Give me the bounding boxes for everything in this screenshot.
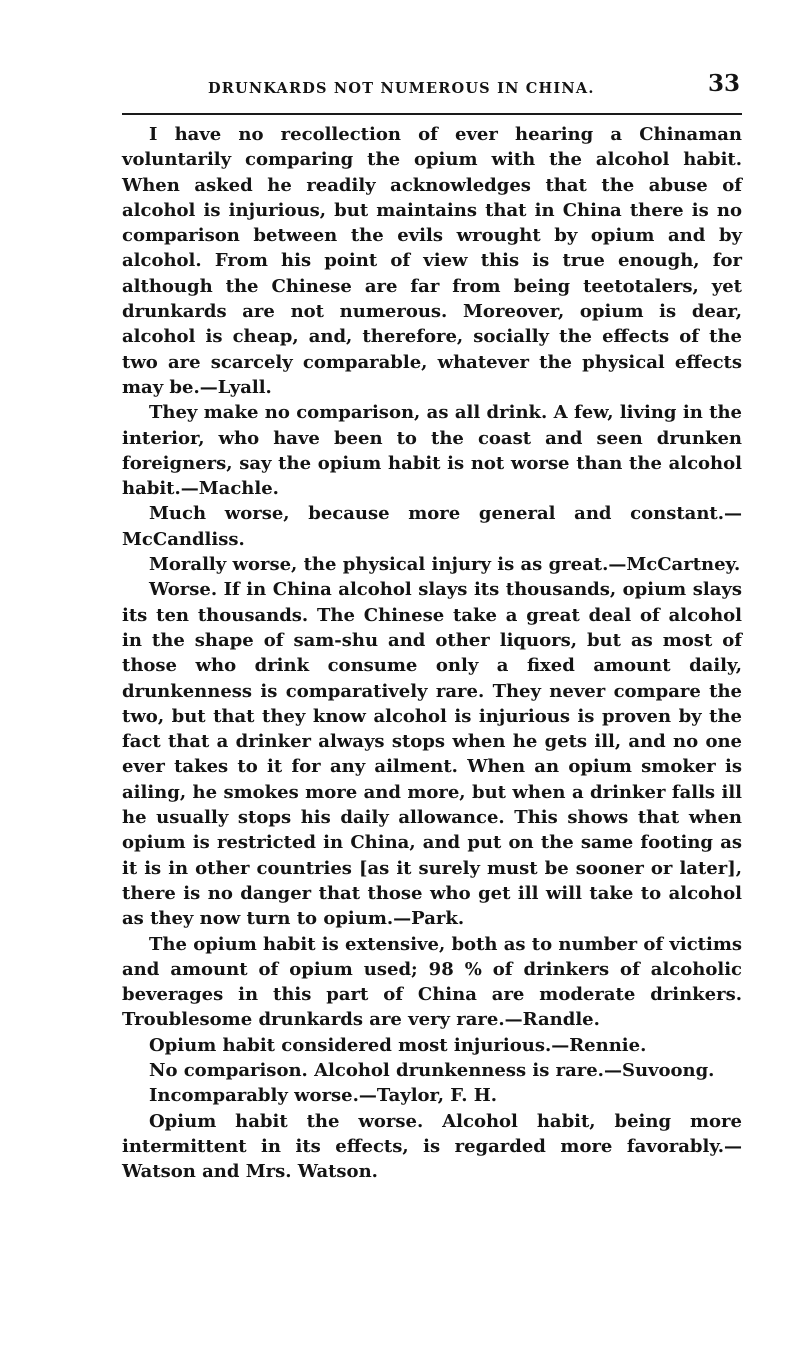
page-header bbox=[122, 66, 742, 106]
paragraph-mccandliss: Much worse, because more general and constant.—McCandliss. bbox=[122, 503, 742, 550]
running-head: DRUNKARDS NOT NUMEROUS IN CHINA. bbox=[208, 80, 595, 97]
paragraph-taylor: Incomparably worse.—Taylor, F. H. bbox=[149, 1085, 498, 1107]
paragraph-mccartney: Morally worse, the physical injury is as great.—McCartney. bbox=[149, 554, 741, 576]
paragraph-randle: The opium habit is extensive, both as to number of victims and amount of opium used; 98 % of drinkers of alcoholic beverages in this part of China are moderate drinkers. Troublesome drunkards are very rare.—Randle. bbox=[122, 933, 742, 1031]
paragraph-machle: They make no comparison, as all drink. A few, living in the interior, who have been to the coast and seen drunken foreigners, say the opium habit is not worse than the alcohol habit.—Machle. bbox=[122, 402, 742, 500]
paragraph-park: Worse. If in China alcohol slays its thousands, opium slays its ten thousands. The Chinese take a great deal of alcohol in the shape of sam-shu and other liquors, but as most of those who drink consume only a fixed amount daily, drunkenness is comparatively rare. They never compare the two, but that they know alcohol is injurious is proven by the fact that a drinker always stops when he gets ill, and no one ever takes to it for any ailment. When an opium smoker is ailing, he smokes more and more, but when a drinker falls ill he usually stops his daily allowance. This shows that when opium is restricted in China, and put on the same footing as it is in other countries [as it surely must be sooner or later], there is no danger that those who get ill will take to alcohol as they now turn to opium.—Park. bbox=[122, 579, 742, 930]
header-rule bbox=[122, 113, 742, 115]
page-number: 33 bbox=[707, 70, 740, 97]
paragraph-suvoong: No comparison. Alcohol drunkenness is rare.—Suvoong. bbox=[149, 1059, 715, 1081]
paragraph-rennie: Opium habit considered most injurious.—Rennie. bbox=[149, 1034, 647, 1056]
paragraph-watson: Opium habit the worse. Alcohol habit, being more intermittent in its effects, is regarded more favorably.—Watson and Mrs. Watson. bbox=[122, 1110, 742, 1183]
paragraph-lyall: I have no recollection of ever hearing a Chinaman voluntarily comparing the opium with the alcohol habit. When asked he readily acknowledges that the abuse of alcohol is injurious, but maintains that in China there is no comparison between the evils wrought by opium and by alcohol. From his point of view this is true enough, for although the Chinese are far from being teetotalers, yet drunkards are not numerous. Moreover, opium is dear, alcohol is cheap, and, therefore, socially the effects of the two are scarcely comparable, whatever the physical effects may be.—Lyall. bbox=[122, 124, 742, 398]
body-text bbox=[122, 122, 742, 1184]
